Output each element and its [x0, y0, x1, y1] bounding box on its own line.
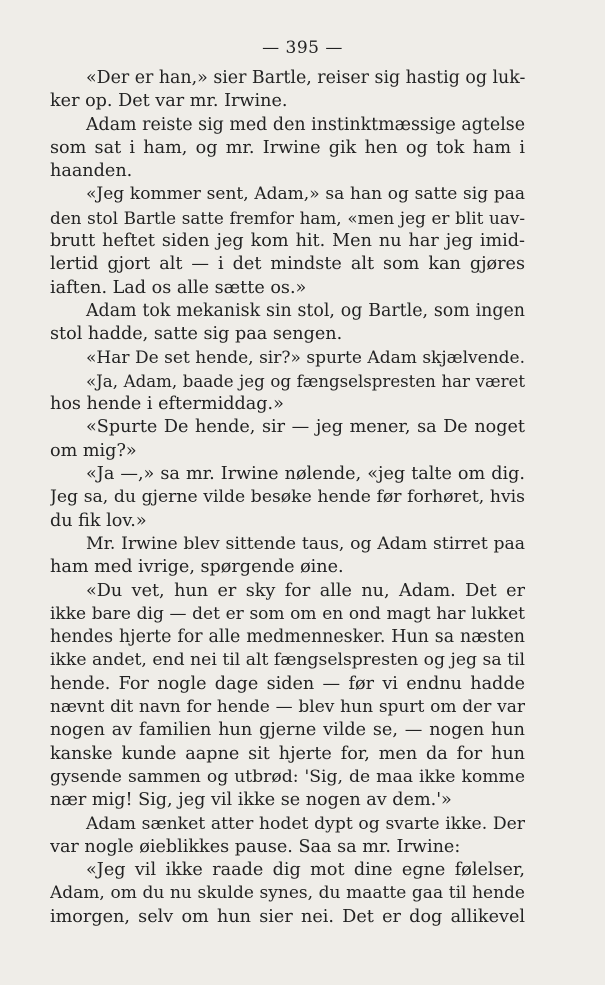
text-line: var nogle øieblikkes pause. Saa sa mr. Irwine: [50, 836, 461, 857]
text-line: hende. For nogle dage siden — før vi endnu hadde [50, 673, 525, 694]
text-line: «Ja, Adam, baade jeg og fængselspresten har været [86, 371, 525, 391]
text-line: Adam reiste sig med den instinktmæssige agtelse [86, 114, 525, 135]
text-line: nær mig! Sig, jeg vil ikke se nogen av dem.'» [50, 790, 452, 811]
text-line: Mr. Irwine blev sittende taus, og Adam stirret paa [86, 533, 525, 554]
text-line: Adam, om du nu skulde synes, du maatte gaa til hende [50, 883, 525, 904]
text-line: «Jeg vil ikke raade dig mot dine egne følelser, [86, 860, 525, 881]
text-line: hos hende i eftermiddag.» [50, 394, 284, 415]
text-line: kanske kunde aapne sit hjerte for, men da for hun [50, 743, 525, 764]
text-line: haanden. [50, 161, 133, 182]
text-line: iaften. Lad os alle sætte os.» [50, 277, 307, 298]
text-line: «Spurte De hende, sir — jeg mener, sa De noget [86, 417, 525, 438]
text-line: ker op. Det var mr. Irwine. [50, 91, 288, 112]
text-line: ham med ivrige, spørgende øine. [50, 557, 344, 578]
text-line: «Der er han,» sier Bartle, reiser sig hastig og luk- [86, 68, 525, 88]
text-line: som sat i ham, og mr. Irwine gik hen og tok ham i [50, 137, 525, 158]
text-line: ikke bare dig — det er som om en ond magt har lukket [50, 603, 525, 624]
text-line: «Ja —,» sa mr. Irwine nølende, «jeg talte om dig. [86, 464, 525, 485]
body-text [50, 67, 525, 929]
text-line: Jeg sa, du gjerne vilde besøke hende før forhøret, hvis [50, 487, 525, 508]
text-line: den stol Bartle satte fremfor ham, «men jeg er blit uav- [50, 207, 525, 228]
text-line: gysende sammen og utbrød: 'Sig, de maa ikke komme [50, 766, 525, 787]
text-line: «Jeg kommer sent, Adam,» sa han og satte sig paa [86, 184, 525, 205]
text-line: stol hadde, satte sig paa sengen. [50, 324, 343, 345]
text-line: lertid gjort alt — i det mindste alt som kan gjøres [50, 254, 525, 275]
text-line: nogen av familien hun gjerne vilde se, — nogen hun [50, 720, 525, 741]
text-line: nævnt dit navn for hende — blev hun spurt om der var [50, 697, 525, 718]
text-line: hendes hjerte for alle medmennesker. Hun sa næsten [50, 627, 525, 648]
text-line: ikke andet, end nei til alt fængselspresten og jeg sa til [50, 650, 525, 671]
text-line: Adam tok mekanisk sin stol, og Bartle, som ingen [86, 300, 525, 321]
text-line: Adam sænket atter hodet dypt og svarte ikke. Der [86, 813, 525, 834]
text-line: imorgen, selv om hun sier nei. Det er dog allikevel [50, 906, 525, 927]
text-line: brutt heftet siden jeg kom hit. Men nu har jeg imid- [50, 231, 525, 252]
page-number: — 395 — [262, 38, 343, 58]
text-line: du fik lov.» [50, 510, 147, 531]
text-line: «Har De set hende, sir?» spurte Adam skjælvende. [86, 347, 525, 368]
text-line: «Du vet, hun er sky for alle nu, Adam. Det er [86, 580, 525, 601]
text-line: om mig?» [50, 440, 137, 461]
